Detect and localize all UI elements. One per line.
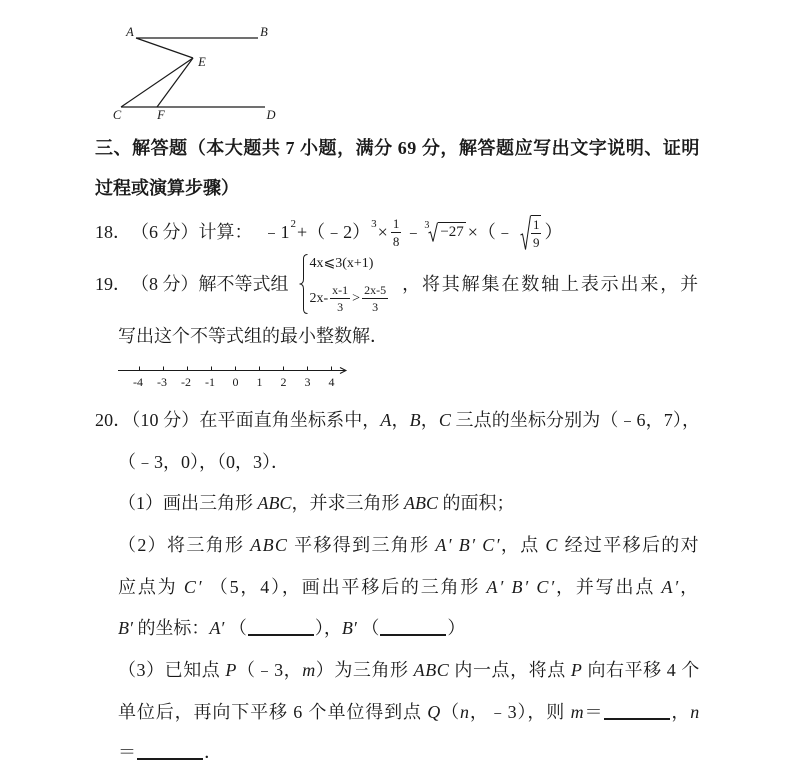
- point-label-b: B: [260, 25, 268, 39]
- question-number: 19．: [95, 274, 131, 294]
- text-run: 平移得到三角形: [288, 535, 436, 555]
- fraction: [531, 215, 542, 250]
- segment-ae: [136, 38, 193, 58]
- numerator: 1: [532, 216, 540, 232]
- text-run: 的面积；: [438, 493, 515, 513]
- text-run: ），: [314, 618, 342, 638]
- text-run: ，﹣3），则: [469, 702, 571, 722]
- question-number: 18．: [95, 222, 131, 242]
- operator: >: [352, 290, 361, 306]
- text-run: ，点: [500, 535, 546, 555]
- point-label-f: F: [157, 108, 165, 122]
- question-20-part-3-line-3: [118, 740, 222, 764]
- math-variable: P: [225, 660, 237, 680]
- operator: ×: [377, 222, 388, 242]
- text-run: （: [224, 618, 247, 638]
- tick-label: 1: [256, 375, 263, 389]
- math-variable: n: [460, 702, 470, 722]
- tick-label: 4: [328, 375, 335, 389]
- answer-blank: [137, 742, 203, 760]
- cube-root: [425, 222, 465, 242]
- number-line: [110, 358, 355, 392]
- exponent: 3: [371, 218, 377, 230]
- tick-label: -3: [157, 375, 167, 389]
- point-label-c: C: [112, 108, 122, 122]
- text-run: ，: [420, 410, 439, 430]
- question-18: [95, 212, 562, 252]
- text-run: ，并求三角形: [291, 493, 404, 513]
- square-root: [517, 215, 543, 250]
- text-run: ）: [447, 618, 466, 638]
- text-run: （5，4），画出平移后的三角形: [203, 577, 487, 597]
- tick-labels: [133, 375, 335, 389]
- denominator: 9: [532, 234, 540, 250]
- math-variable: B′: [341, 618, 357, 638]
- point-label-d: D: [266, 108, 276, 122]
- math-variable: P: [570, 660, 583, 680]
- term: +（﹣2）: [297, 222, 371, 242]
- fraction: [391, 216, 402, 249]
- left-brace-icon: [299, 254, 308, 314]
- exponent: 2: [290, 218, 296, 230]
- question-19-line-2: 写出这个不等式组的最小整数解．: [118, 326, 388, 346]
- math-variable: m: [302, 660, 316, 680]
- answer-blank: [380, 618, 446, 636]
- radical-sign-icon: [520, 215, 531, 250]
- text-run: ．: [204, 742, 222, 762]
- expression: [263, 215, 563, 250]
- question-text: ，将其解集在数轴上表示出来，并: [402, 274, 700, 294]
- text-run: 内一点，将点: [449, 660, 571, 680]
- text-run: 的坐标：: [132, 618, 210, 638]
- text-run: 20．（10 分）在平面直角坐标系中，: [95, 410, 381, 430]
- text-run: ，: [680, 577, 700, 597]
- denominator: 8: [392, 233, 400, 249]
- text-run: ，: [391, 410, 410, 430]
- math-variable: Q: [427, 702, 442, 722]
- math-variable: ABC: [257, 493, 292, 513]
- inequality-2: [310, 283, 391, 314]
- question-20-part-1: [118, 491, 515, 515]
- numerator: x-1: [332, 283, 349, 297]
- question-20-line-2: [118, 450, 289, 474]
- section-heading-line-1: 三、解答题（本大题共 7 小题，满分 69 分，解答题应写出文字说明、证明: [95, 138, 700, 158]
- numerator: 1: [392, 215, 400, 231]
- segment-ec: [121, 58, 193, 107]
- term: ﹣1: [262, 222, 290, 242]
- question-19: [95, 253, 700, 315]
- denominator: 3: [372, 300, 379, 314]
- math-variable: A′ B′ C′: [435, 535, 501, 555]
- text-run: （﹣3，0），（0，3）．: [118, 452, 289, 472]
- fraction: [330, 283, 350, 314]
- math-variable: m: [570, 702, 585, 722]
- axis: [118, 367, 346, 374]
- point-label-a: A: [126, 25, 134, 39]
- tick-label: 2: [280, 375, 287, 389]
- question-20-part-2-line-1: [118, 533, 700, 557]
- math-variable: B: [409, 410, 421, 430]
- tick-label: -2: [181, 375, 191, 389]
- text-run: 向右平移 4 个: [582, 660, 700, 680]
- radicand: −27: [440, 224, 464, 240]
- operator: ﹣: [404, 222, 423, 242]
- question-20-part-3-line-1: [118, 658, 700, 682]
- geometry-figure: [100, 15, 290, 130]
- math-variable: A′ B′ C′: [486, 577, 556, 597]
- figure-lines: [121, 38, 265, 107]
- question-20-part-3-line-2: [118, 700, 700, 724]
- point-label-e: E: [198, 55, 206, 69]
- question-score: （6 分）计算：: [131, 222, 253, 242]
- question-20-part-2-line-3: [118, 616, 465, 640]
- tick-label: -1: [205, 375, 215, 389]
- term: ×（﹣: [467, 222, 514, 242]
- text-run: ）为三角形: [315, 660, 414, 680]
- inequality-rows: [308, 254, 391, 314]
- text-run: ，: [671, 702, 691, 722]
- answer-blank: [248, 618, 314, 636]
- numerator: 2x-5: [364, 283, 387, 297]
- segment-ef: [157, 58, 193, 107]
- math-variable: ABC: [413, 660, 450, 680]
- question-20-part-2-line-2: [118, 575, 700, 599]
- root-index: 3: [424, 220, 430, 231]
- tick-label: 0: [232, 375, 239, 389]
- question-score: （8 分）解不等式组: [131, 274, 289, 294]
- denominator: 3: [337, 300, 344, 314]
- inequality-system: [299, 254, 391, 314]
- text-run: （: [356, 618, 380, 638]
- text-run: （﹣3，: [236, 660, 303, 680]
- inequality-1: 4x⩽3(x+1): [309, 256, 374, 271]
- fraction: [362, 283, 388, 314]
- term: ）: [544, 222, 563, 242]
- term: 2x-: [309, 290, 329, 306]
- text-run: （2）将三角形: [118, 535, 251, 555]
- radical-sign-icon: [428, 222, 438, 242]
- math-variable: A′: [661, 577, 681, 597]
- text-run: ，并写出点: [556, 577, 662, 597]
- math-variable: C′: [183, 577, 204, 597]
- text-run: ＝: [118, 742, 136, 762]
- section-heading-line-2: 过程或演算步骤）: [95, 178, 239, 198]
- math-variable: A′: [209, 618, 225, 638]
- text-run: （1）画出三角形: [118, 493, 258, 513]
- text-run: 经过平移后的对: [558, 535, 700, 555]
- text-run: （: [441, 702, 460, 722]
- text-run: 单位后，再向下平移 6 个单位得到点: [118, 702, 428, 722]
- tick-label: 3: [304, 375, 311, 389]
- answer-blank: [604, 702, 670, 720]
- text-run: 应点为: [118, 577, 184, 597]
- math-variable: ABC: [250, 535, 289, 555]
- math-variable: ABC: [404, 493, 438, 513]
- text-run: （3）已知点: [118, 660, 226, 680]
- math-variable: B′: [118, 618, 133, 638]
- math-variable: n: [690, 702, 701, 722]
- question-20-line-1: [95, 408, 700, 432]
- text-run: 三点的坐标分别为（﹣6，7），: [450, 410, 701, 430]
- math-variable: C: [545, 535, 559, 555]
- math-variable: A: [380, 410, 392, 430]
- text-run: ＝: [584, 702, 604, 722]
- tick-label: -4: [133, 375, 143, 389]
- math-variable: C: [438, 410, 451, 430]
